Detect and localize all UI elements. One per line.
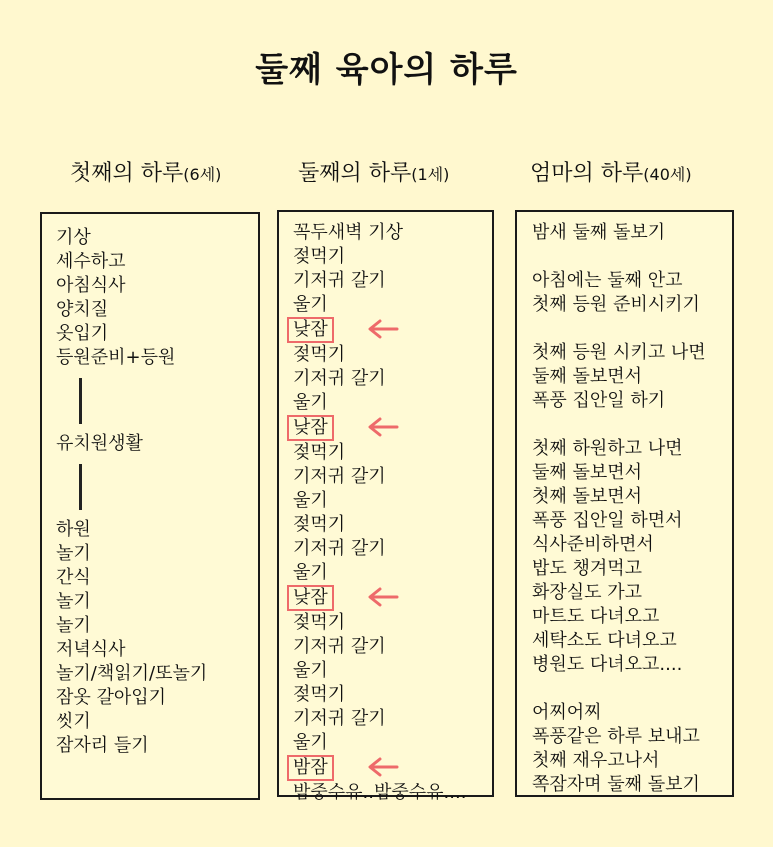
second-child-activity: 기저귀 갈기 (293, 538, 386, 559)
header-first-child-age: (6세) (183, 165, 222, 184)
header-first-child (70, 156, 221, 187)
first-child-activity: 등원준비+등원 (56, 347, 176, 368)
group-spacer (532, 413, 732, 437)
mom-activity: 폭풍같은 하루 보내고 (532, 726, 700, 747)
mom-activity: 쪽잠자며 둘째 돌보기 (532, 774, 700, 795)
mom-activity: 첫째 돌보면서 (532, 486, 643, 507)
second-child-activity: 울기 (293, 392, 328, 413)
mom-activity: 화장실도 가고 (532, 582, 643, 603)
left-arrow-icon (365, 319, 399, 339)
first-child-activity: 양치질 (56, 299, 109, 320)
mom-activity: 첫째 하원하고 나면 (532, 438, 683, 459)
first-child-box (40, 212, 260, 800)
second-child-activity: 젖먹기 (293, 684, 346, 705)
second-child-activity: 기저귀 갈기 (293, 708, 386, 729)
mom-activity: 밤새 둘째 돌보기 (532, 222, 666, 243)
mom-activity: 첫째 등원 시키고 나면 (532, 342, 706, 363)
mom-activity: 폭풍 집안일 하면서 (532, 510, 683, 531)
mom-activity: 마트도 다녀오고 (532, 606, 660, 627)
mom-activity: 첫째 재우고나서 (532, 750, 660, 771)
second-child-box (277, 210, 494, 803)
left-arrow-icon (365, 757, 399, 777)
second-child-sleep-item (293, 415, 492, 441)
highlight-box: 낮잠 (287, 585, 334, 611)
mom-activity: 둘째 돌보면서 (532, 462, 643, 483)
header-mom (530, 156, 692, 187)
second-child-activity: 울기 (293, 294, 328, 315)
highlight-box: 낮잠 (287, 415, 334, 441)
first-child-activity: 하원 (56, 519, 91, 540)
mom-activity: 어찌어찌 (532, 702, 602, 723)
header-second-child (298, 156, 449, 187)
first-child-activity: 기상 (56, 227, 91, 248)
header-mom-age: (40세) (643, 165, 692, 184)
left-arrow-icon (365, 587, 399, 607)
first-child-activity: 놀기 (56, 615, 91, 636)
second-child-sleep-item (293, 755, 492, 781)
second-child-activity: 기저귀 갈기 (293, 636, 386, 657)
mom-activity: 폭풍 집안일 하기 (532, 390, 666, 411)
first-child-activity: 놀기 (56, 591, 91, 612)
first-child-activity: 유치원생활 (56, 433, 143, 454)
second-child-activity: 밤중수유..밤중수유.... (293, 782, 467, 803)
header-second-child-label: 둘째의 하루 (298, 161, 412, 186)
first-child-kindergarten-list (56, 432, 258, 456)
mom-activity: 밥도 챙겨먹고 (532, 558, 643, 579)
second-child-activity: 젖먹기 (293, 514, 346, 535)
second-child-activity: 기저귀 갈기 (293, 368, 386, 389)
second-child-sleep-item (293, 317, 492, 343)
first-child-activity: 저녁식사 (56, 639, 126, 660)
second-child-list (293, 221, 492, 805)
mom-activity: 식사준비하면서 (532, 534, 654, 555)
timeline-divider (79, 464, 82, 510)
mom-list (532, 221, 732, 797)
first-child-morning-list (56, 226, 258, 370)
highlight-box: 밤잠 (287, 755, 334, 781)
second-child-sleep-item (293, 585, 492, 611)
highlight-box: 낮잠 (287, 317, 334, 343)
group-spacer (532, 317, 732, 341)
group-spacer (532, 245, 732, 269)
second-child-activity: 젖먹기 (293, 246, 346, 267)
group-spacer (532, 677, 732, 701)
second-child-activity: 울기 (293, 562, 328, 583)
first-child-activity: 세수하고 (56, 251, 126, 272)
first-child-activity: 놀기/책읽기/또놀기 (56, 663, 208, 684)
page-title: 둘째 육아의 하루 (255, 50, 518, 90)
second-child-activity: 젖먹기 (293, 612, 346, 633)
left-arrow-icon (365, 417, 399, 437)
second-child-activity: 울기 (293, 732, 328, 753)
second-child-activity: 기저귀 갈기 (293, 466, 386, 487)
first-child-activity: 옷입기 (56, 323, 109, 344)
first-child-activity: 놀기 (56, 543, 91, 564)
second-child-activity: 기저귀 갈기 (293, 270, 386, 291)
first-child-activity: 잠자리 들기 (56, 735, 149, 756)
second-child-activity: 젖먹기 (293, 344, 346, 365)
first-child-activity: 잠옷 갈아입기 (56, 687, 167, 708)
mom-box (515, 210, 734, 797)
second-child-activity: 울기 (293, 660, 328, 681)
mom-activity: 첫째 등원 준비시키기 (532, 294, 700, 315)
first-child-activity: 아침식사 (56, 275, 126, 296)
header-first-child-label: 첫째의 하루 (70, 161, 184, 186)
mom-activity: 아침에는 둘째 안고 (532, 270, 683, 291)
first-child-activity: 씻기 (56, 711, 91, 732)
second-child-activity: 울기 (293, 490, 328, 511)
header-second-child-age: (1세) (411, 165, 450, 184)
second-child-activity: 꼭두새벽 기상 (293, 222, 404, 243)
header-mom-label: 엄마의 하루 (530, 161, 644, 186)
mom-activity: 병원도 다녀오고.... (532, 654, 683, 675)
second-child-activity: 젖먹기 (293, 442, 346, 463)
mom-activity: 세탁소도 다녀오고 (532, 630, 677, 651)
mom-activity: 둘째 돌보면서 (532, 366, 643, 387)
first-child-afternoon-list (56, 518, 258, 758)
timeline-divider (79, 378, 82, 424)
first-child-activity: 간식 (56, 567, 91, 588)
